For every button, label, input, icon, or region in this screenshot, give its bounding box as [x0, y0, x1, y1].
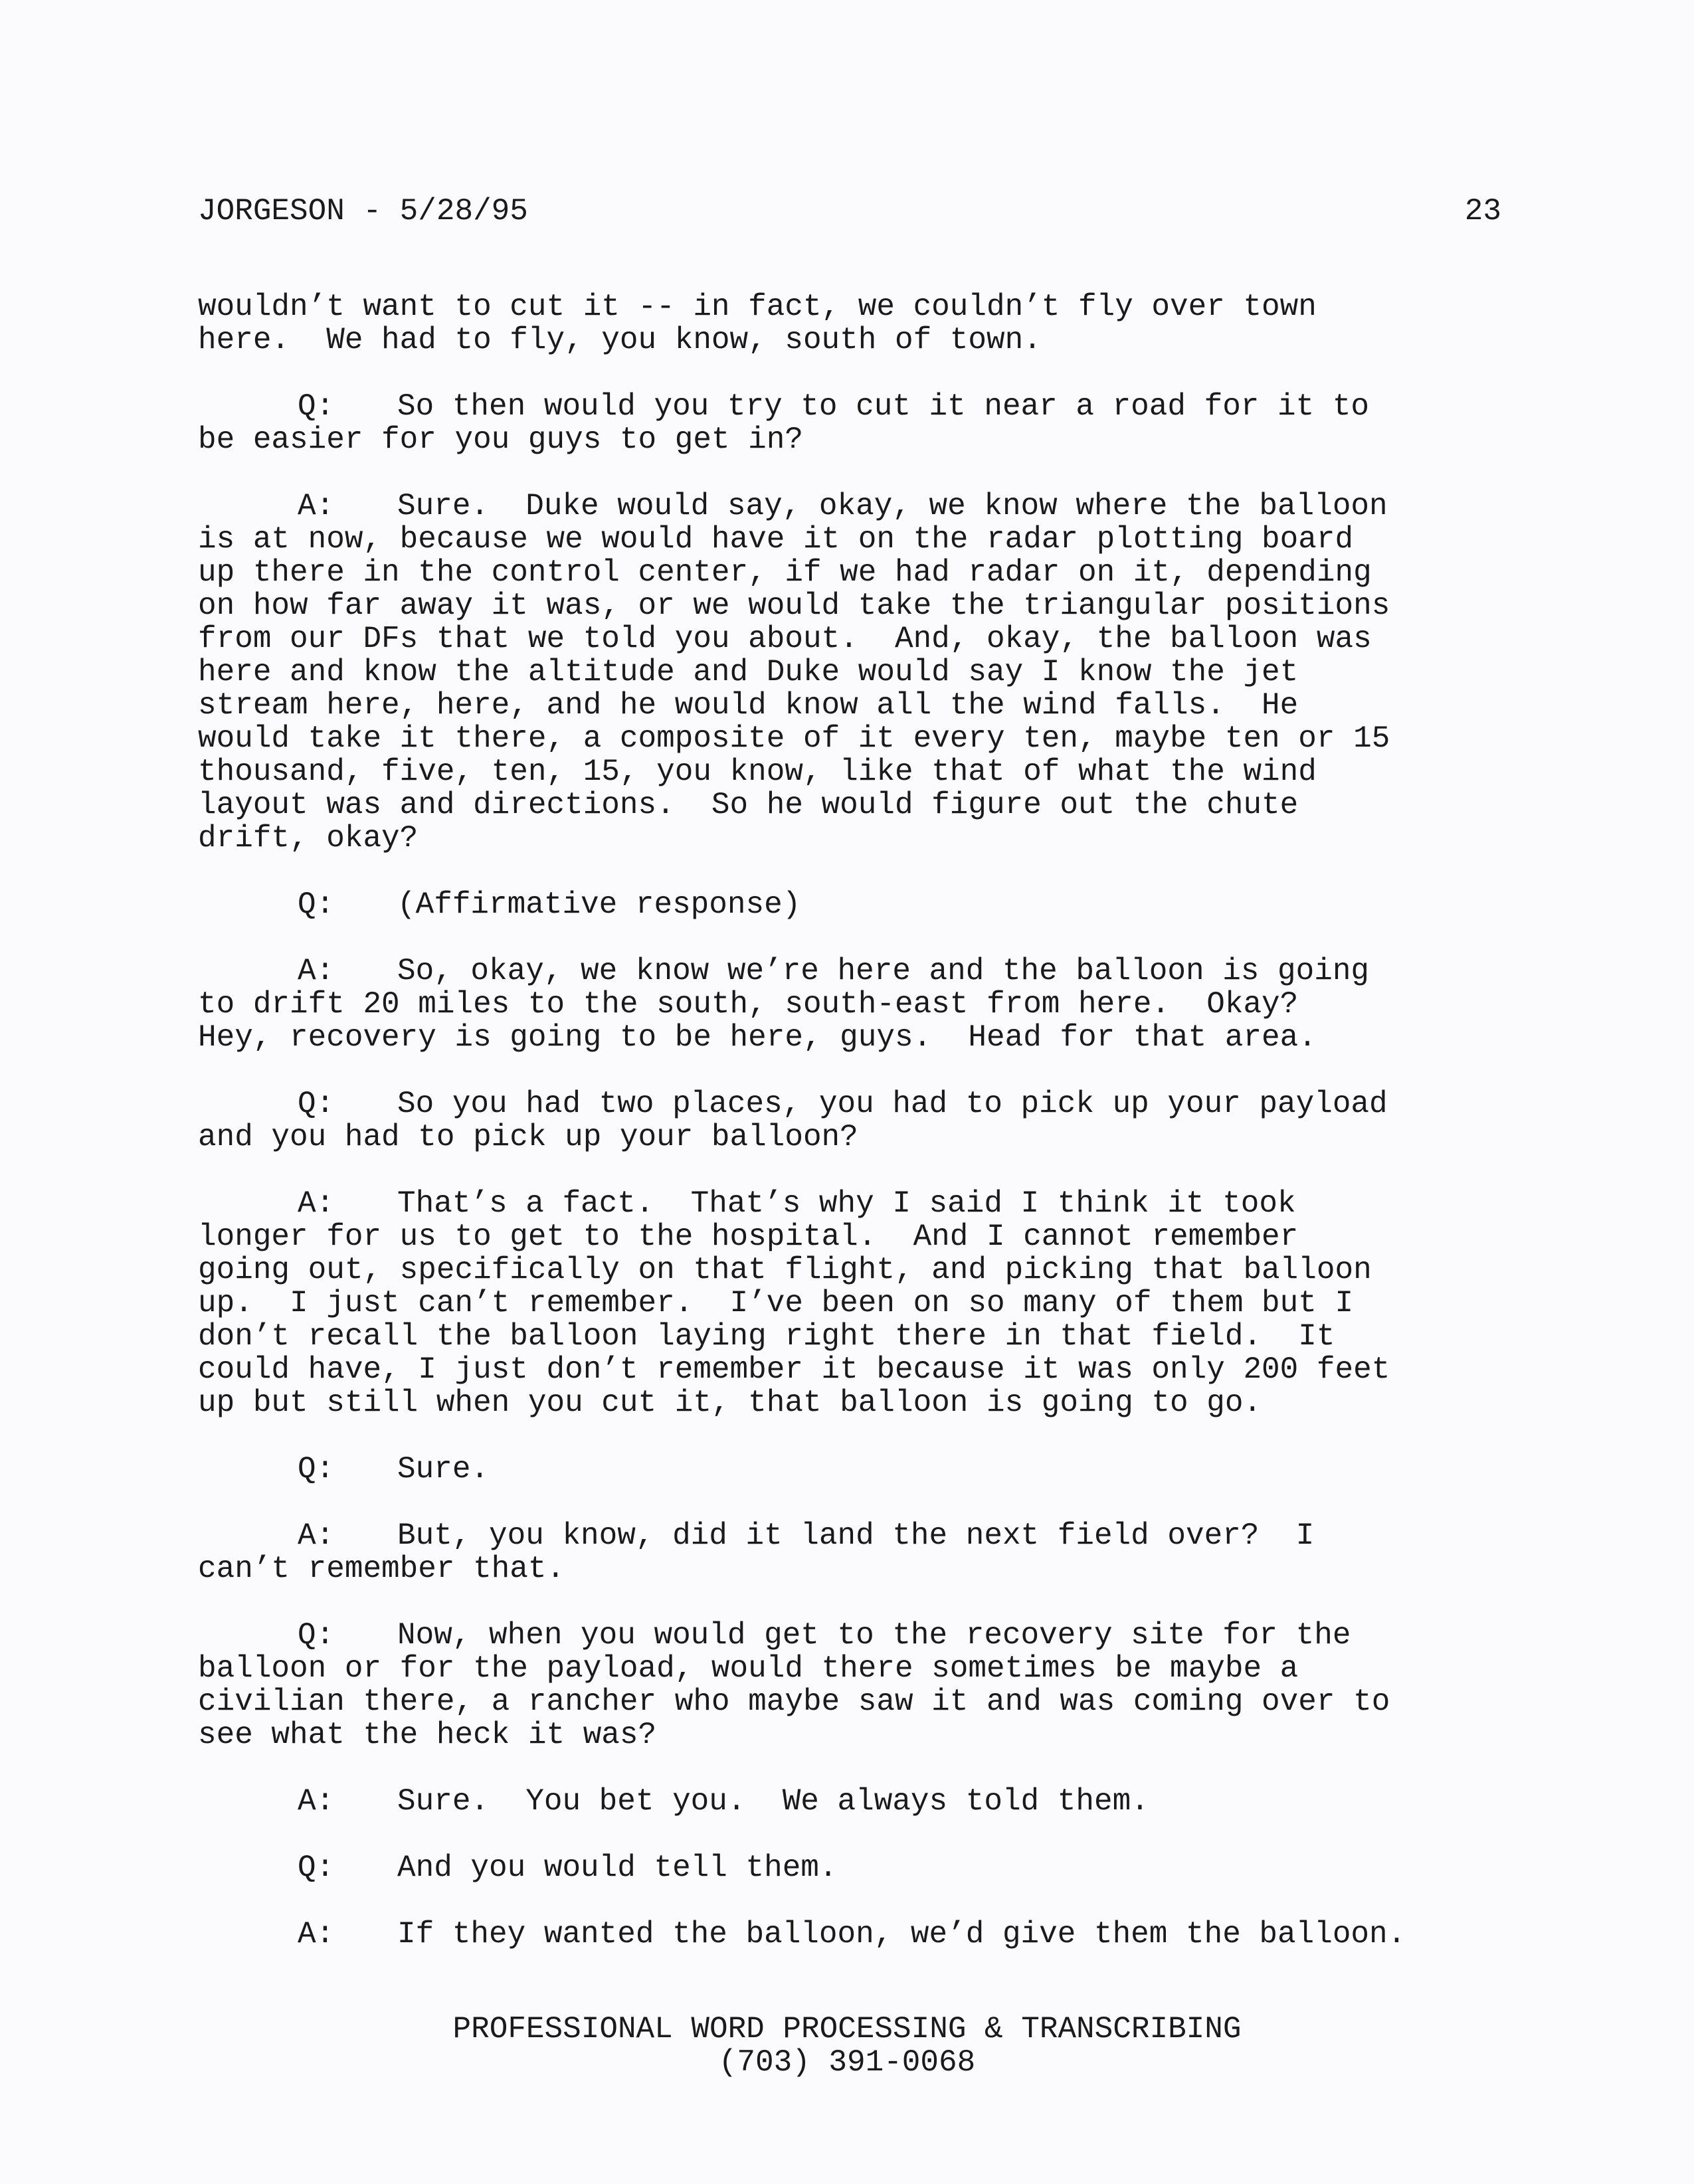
transcript-paragraph — [198, 1619, 1520, 1752]
speaker-label: A: — [298, 489, 335, 523]
speaker-label: Q: — [298, 1618, 335, 1653]
transcript-line — [198, 1619, 1520, 1652]
transcript-paragraph — [198, 1087, 1520, 1154]
transcript-line: drift, okay? — [198, 821, 419, 856]
transcript-paragraph — [198, 955, 1520, 1054]
transcript-line: don’t recall the balloon laying right there in that field. It — [198, 1319, 1335, 1354]
speaker-label: A: — [298, 1186, 335, 1221]
speaker-label: A: — [298, 954, 335, 988]
transcript-line — [198, 390, 1520, 423]
line-text: Sure. Duke would say, okay, we know where the balloon — [397, 489, 1388, 523]
transcript-line — [198, 1453, 1520, 1486]
line-text: Now, when you would get to the recovery site for the — [397, 1618, 1351, 1653]
transcript-line: here and know the altitude and Duke would say I know the jet — [198, 655, 1299, 689]
transcript-line — [198, 1187, 1520, 1220]
line-text: Sure. — [397, 1452, 490, 1487]
transcript-line — [198, 888, 1520, 921]
transcript-paragraph — [198, 1785, 1520, 1818]
transcript-body — [198, 290, 1520, 1984]
footer-company: PROFESSIONAL WORD PROCESSING & TRANSCRIBING — [452, 2012, 1242, 2047]
transcript-line — [198, 490, 1520, 523]
speaker-label: A: — [298, 1784, 335, 1819]
transcript-line — [198, 955, 1520, 988]
transcript-line — [198, 1087, 1520, 1121]
transcript-paragraph — [198, 1187, 1520, 1419]
transcript-line: see what the heck it was? — [198, 1718, 657, 1752]
transcript-line — [198, 290, 1520, 323]
transcript-line — [198, 1519, 1520, 1552]
speaker-label: Q: — [298, 389, 335, 424]
line-text: That’s a fact. That’s why I said I think it took — [397, 1186, 1296, 1221]
transcript-line: longer for us to get to the hospital. And I cannot remember — [198, 1220, 1299, 1254]
page-header — [198, 191, 1501, 231]
line-text: (Affirmative response) — [397, 887, 801, 922]
transcript-line: up but still when you cut it, that balloon is going to go. — [198, 1386, 1262, 1420]
transcript-line: would take it there, a composite of it every ten, maybe ten or 15 — [198, 721, 1390, 756]
transcript-line: be easier for you guys to get in? — [198, 422, 803, 457]
line-text: So then would you try to cut it near a road for it to — [397, 389, 1370, 424]
transcript-line: stream here, here, and he would know all the wind falls. He — [198, 688, 1299, 723]
line-text: If they wanted the balloon, we’d give them the balloon. — [397, 1917, 1406, 1952]
transcript-title: JORGESON - 5/28/95 — [198, 194, 528, 228]
footer-phone: (703) 391-0068 — [718, 2045, 976, 2080]
transcript-paragraph — [198, 290, 1520, 357]
speaker-label: Q: — [298, 887, 335, 922]
speaker-label: A: — [298, 1917, 335, 1952]
speaker-label: Q: — [298, 1851, 335, 1885]
page-footer — [0, 2013, 1694, 2079]
line-text: But, you know, did it land the next field over? I — [397, 1518, 1315, 1553]
transcript-line — [198, 1851, 1520, 1884]
transcript-line: could have, I just don’t remember it because it was only 200 feet — [198, 1352, 1390, 1387]
transcript-paragraph — [198, 888, 1520, 921]
line-text: So you had two places, you had to pick up your payload — [397, 1087, 1388, 1121]
transcript-line: layout was and directions. So he would figure out the chute — [198, 788, 1299, 822]
transcript-line: Hey, recovery is going to be here, guys. Head for that area. — [198, 1020, 1317, 1055]
transcript-paragraph — [198, 490, 1520, 855]
transcript-line: on how far away it was, or we would take the triangular positions — [198, 589, 1390, 623]
transcript-paragraph — [198, 1519, 1520, 1586]
transcript-line — [198, 1785, 1520, 1818]
line-text: And you would tell them. — [397, 1851, 838, 1885]
transcript-paragraph — [198, 390, 1520, 456]
page-number: 23 — [1464, 194, 1501, 228]
transcript-line: up. I just can’t remember. I’ve been on so many of them but I — [198, 1286, 1354, 1320]
transcript-line: thousand, five, ten, 15, you know, like that of what the wind — [198, 755, 1317, 789]
transcript-line: going out, specifically on that flight, and picking that balloon — [198, 1253, 1372, 1287]
transcript-line: can’t remember that. — [198, 1552, 565, 1586]
transcript-line: from our DFs that we told you about. And, okay, the balloon was — [198, 622, 1372, 656]
transcript-paragraph — [198, 1918, 1520, 1951]
transcript-line: civilian there, a rancher who maybe saw it and was coming over to — [198, 1684, 1390, 1719]
line-text: wouldn’t want to cut it -- in fact, we couldn’t fly over town — [198, 290, 1317, 324]
transcript-line: up there in the control center, if we had radar on it, depending — [198, 555, 1372, 590]
speaker-label: A: — [298, 1518, 335, 1553]
speaker-label: Q: — [298, 1087, 335, 1121]
line-text: So, okay, we know we’re here and the balloon is going — [397, 954, 1370, 988]
transcript-line: here. We had to fly, you know, south of town. — [198, 323, 1042, 357]
transcript-line: is at now, because we would have it on the radar plotting board — [198, 522, 1354, 557]
transcript-line — [198, 1918, 1520, 1951]
transcript-paragraph — [198, 1453, 1520, 1486]
line-text: Sure. You bet you. We always told them. — [397, 1784, 1149, 1819]
transcript-line: balloon or for the payload, would there sometimes be maybe a — [198, 1651, 1299, 1686]
transcript-line: to drift 20 miles to the south, south-east from here. Okay? — [198, 987, 1299, 1022]
transcript-paragraph — [198, 1851, 1520, 1884]
speaker-label: Q: — [298, 1452, 335, 1487]
transcript-line: and you had to pick up your balloon? — [198, 1120, 858, 1154]
